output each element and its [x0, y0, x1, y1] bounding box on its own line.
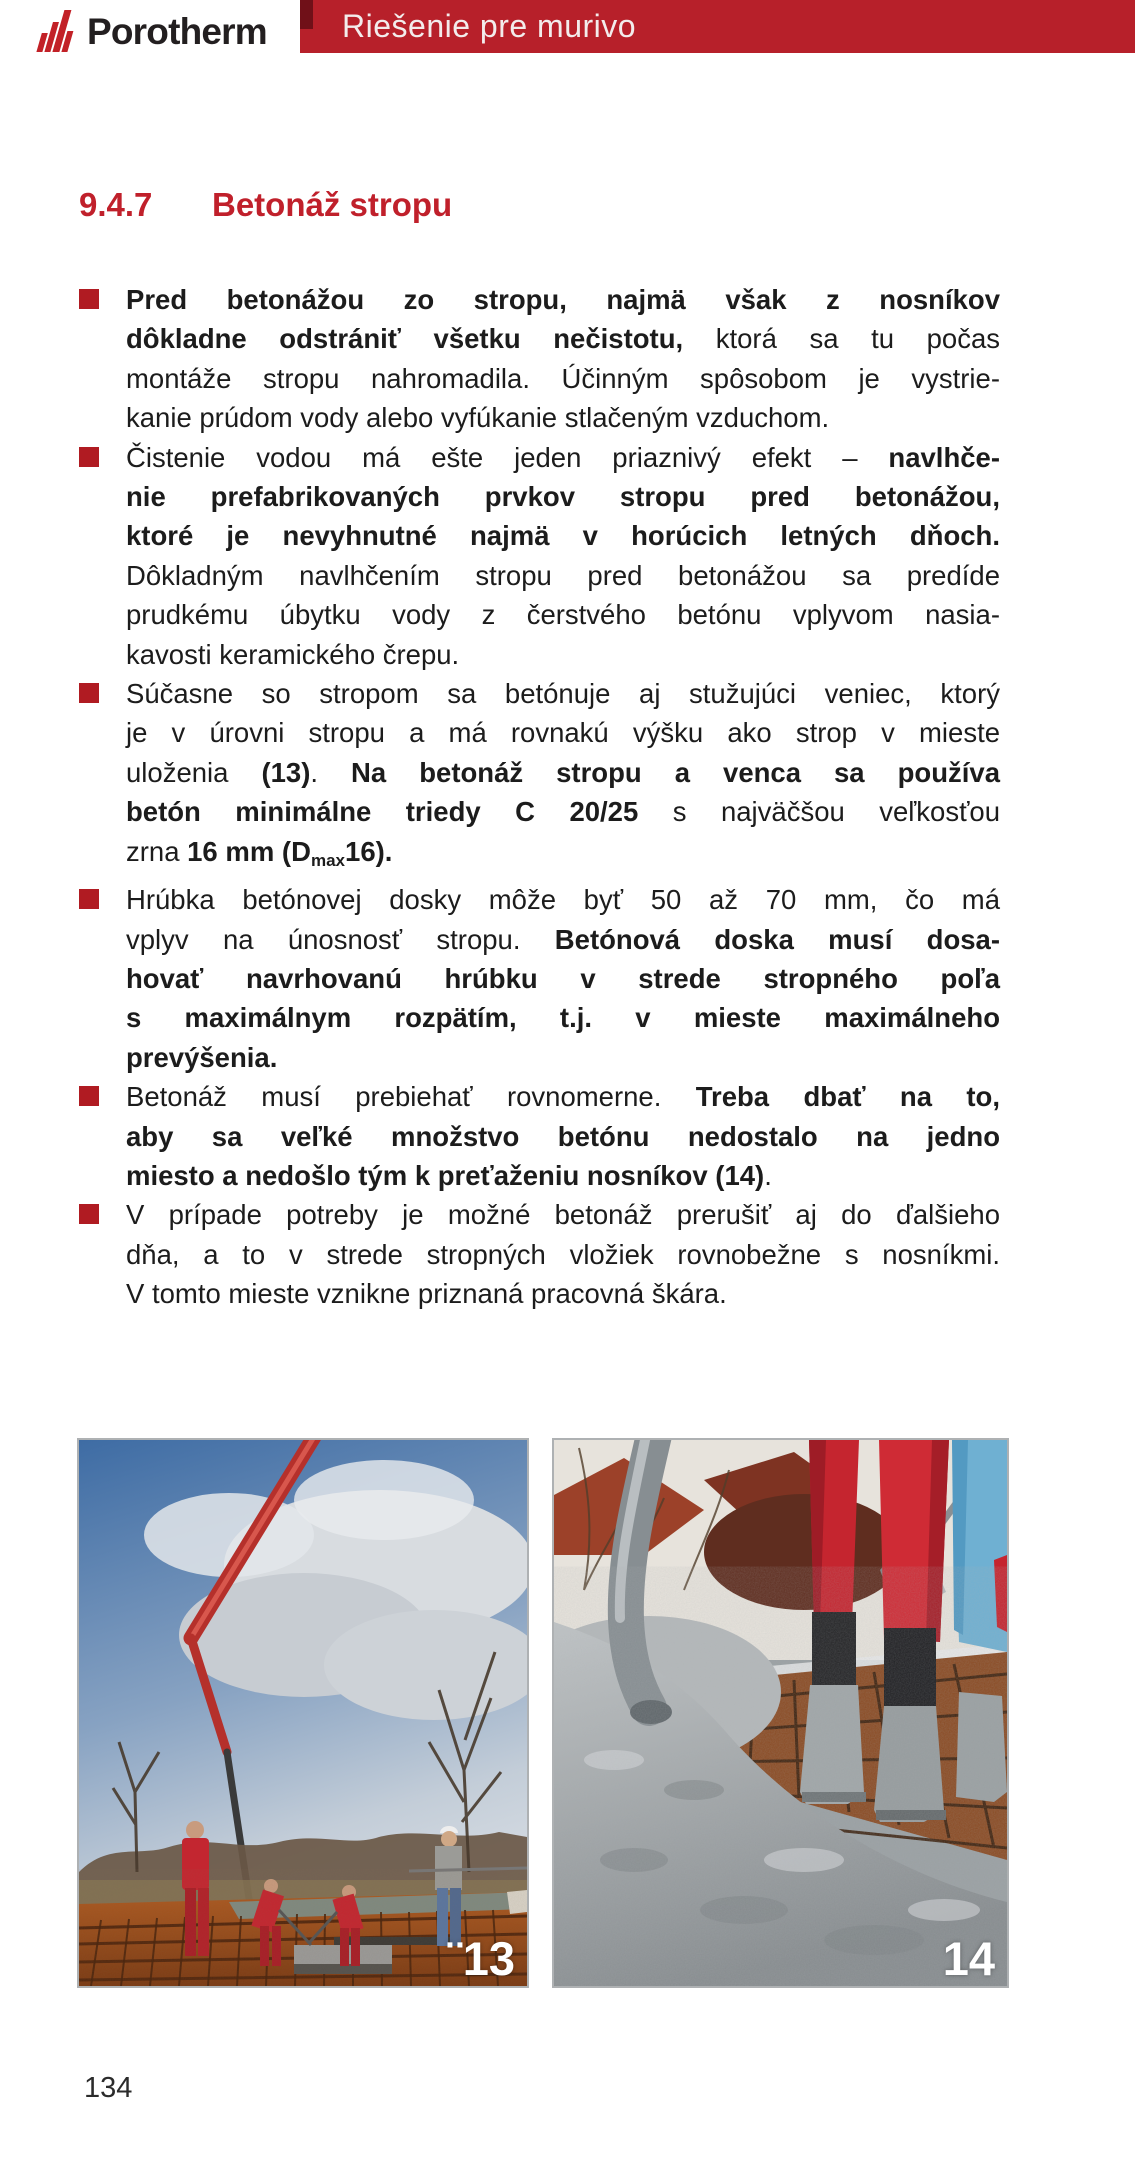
text-line: kavosti keramického črepu. [126, 638, 460, 670]
fresh-concrete-closeup-illustration [554, 1440, 1007, 1986]
paragraph-text [126, 1077, 1000, 1195]
text-line: betón minimálne triedy C 20/25 s najväčšou veľkosťou [126, 796, 1001, 828]
text-line: nie prefabrikovaných prvkov stropu pred betonážou, [126, 481, 1000, 513]
text-line: dôkladne odstrániť všetku nečistotu, ktorá sa tu počas [126, 323, 1000, 355]
figure-label: 14 [942, 1932, 995, 1985]
text-line: Betonáž musí prebiehať rovnomerne. Treba dbať na to, [126, 1081, 1000, 1113]
paragraph-text [126, 438, 1000, 674]
text-line: je v úrovni stropu a má rovnakú výšku ako strop v mieste [126, 717, 1000, 749]
bullet-square-icon [79, 683, 99, 703]
bullet-paragraph [79, 1077, 1000, 1195]
bullet-paragraph [79, 880, 1000, 1077]
bullet-square-icon [79, 1204, 99, 1224]
text-line: Dôkladným navlhčením stropu pred betonážou sa predíde [126, 559, 1000, 591]
text-line: Hrúbka betónovej dosky môže byť 50 až 70 mm, čo má [126, 884, 1000, 916]
bullet-square-icon [79, 447, 99, 467]
text-line: kanie prúdom vody alebo vyfúkanie stlačeným vzduchom. [126, 402, 830, 434]
text-line: montáže stropu nahromadila. Účinným spôsobom je vystrie- [126, 362, 1000, 394]
text-line: zrna 16 mm $(D_{max}16)$. [126, 835, 393, 870]
header-bar-title: Riešenie pre murivo [342, 8, 637, 44]
bullet-paragraph [79, 280, 1000, 438]
text-line: prudkému úbytku vody z čerstvého betónu vplyvom nasia- [126, 599, 1000, 631]
content-list [79, 280, 1000, 1314]
text-line: hovať navrhovanú hrúbku v strede stropného poľa [126, 963, 1000, 995]
text-line: dňa, a to v strede stropných vložiek rovnobežne s nosníkmi. [126, 1238, 1000, 1270]
figure-label: ¨13 [447, 1932, 515, 1985]
text-line: Čistenie vodou má ešte jeden priaznivý efekt – navlhče- [126, 441, 1000, 473]
bullet-paragraph [79, 1195, 1000, 1313]
bullet-paragraph [79, 674, 1000, 880]
paragraph-text [126, 280, 1000, 438]
concrete-pump-site-illustration [79, 1440, 527, 1986]
paragraph-text [126, 674, 1000, 880]
page-number: 134 [84, 2072, 133, 2104]
porotherm-logo [36, 8, 267, 52]
text-line: aby sa veľké množstvo betónu nedostalo na jedno [126, 1120, 1000, 1152]
porotherm-flame-stripes-icon [36, 8, 80, 52]
header-red-bar [300, 0, 1135, 53]
figure-14-photo [552, 1438, 1009, 1988]
section-title: Betonáž stropu [212, 186, 453, 223]
section-number: 9.4.7 [79, 186, 153, 223]
bullet-square-icon [79, 289, 99, 309]
text-line: miesto a nedošlo tým k preťaženiu nosníkov (14). [126, 1160, 772, 1192]
section-heading [79, 186, 452, 224]
text-line: V tomto mieste vznikne priznaná pracovná škára. [126, 1278, 727, 1310]
text-line: ktoré je nevyhnutné najmä v horúcich letných dňoch. [126, 520, 1000, 552]
paragraph-text [126, 1195, 1000, 1313]
bullet-paragraph [79, 438, 1000, 674]
text-line: prevýšenia. [126, 1041, 278, 1073]
text-line: Súčasne so stropom sa betónuje aj stužujúci veniec, ktorý [126, 678, 1000, 710]
brand-text: Porotherm [87, 11, 267, 52]
bullet-square-icon [79, 1086, 99, 1106]
paragraph-text [126, 880, 1000, 1077]
figure-13-photo [77, 1438, 529, 1988]
page-header [0, 0, 1135, 53]
text-line: vplyv na únosnosť stropu. Betónová doska musí dosa- [126, 923, 1000, 955]
bullet-square-icon [79, 889, 99, 909]
text-line: uloženia (13). Na betonáž stropu a venca sa používa [126, 756, 1000, 788]
text-line: Pred betonážou zo stropu, najmä však z nosníkov [126, 284, 1000, 315]
text-line: s maximálnym rozpätím, t.j. v mieste maximálneho [126, 1002, 1000, 1034]
text-line: V prípade potreby je možné betonáž prerušiť aj do ďalšieho [126, 1199, 1000, 1231]
